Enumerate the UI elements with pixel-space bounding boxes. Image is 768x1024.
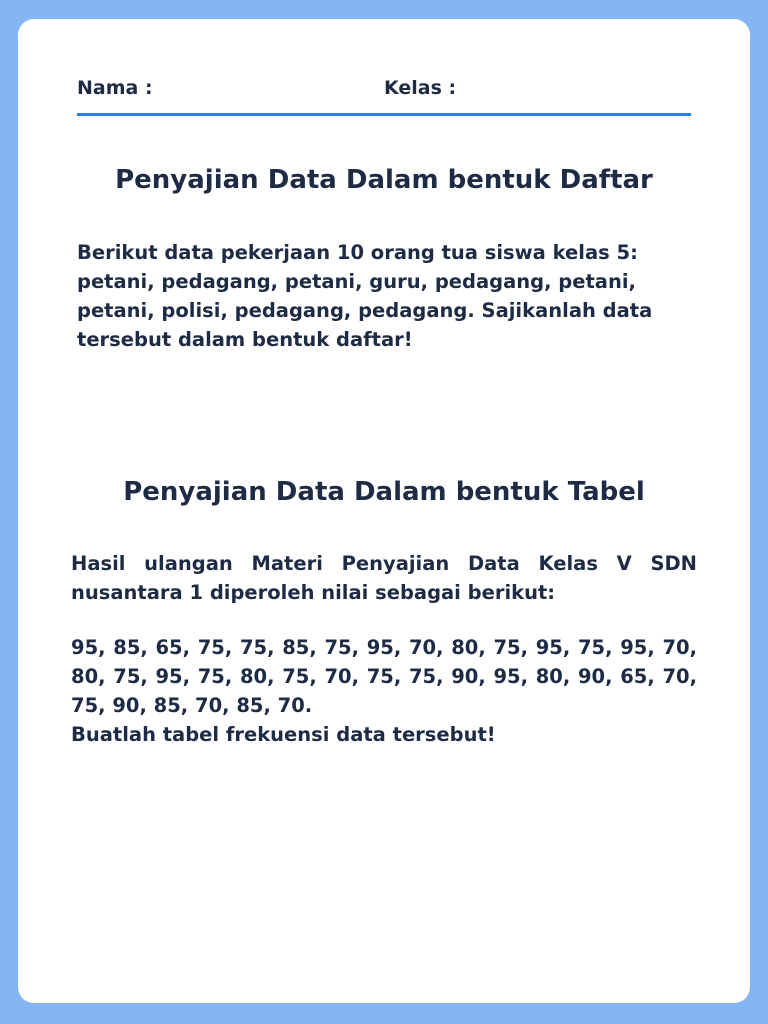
section-list-title: Penyajian Data Dalam bentuk Daftar: [115, 165, 653, 195]
section-list-question: Berikut data pekerjaan 10 orang tua siswa kelas 5: petani, pedagang, petani, guru, pedagang, petani, petani, polisi, pedagang, pedagang. Sajikanlah data tersebut dalam bentuk daftar!: [77, 241, 653, 351]
student-info-header: [77, 73, 691, 116]
section-table-intro: Hasil ulangan Materi Penyajian Data Kelas V SDN nusantara 1 diperoleh nilai sebagai berikut:: [71, 552, 697, 604]
section-table-values: 95, 85, 65, 75, 75, 85, 75, 95, 70, 80, 75, 95, 75, 95, 70, 80, 75, 95, 75, 80, 75, 70, 75, 75, 90, 95, 80, 90, 65, 70, 75, 90, 85, 70, 85, 70.: [71, 636, 697, 717]
class-label: Kelas :: [384, 77, 457, 99]
name-label: Nama :: [77, 77, 153, 99]
worksheet-page: [18, 19, 750, 1003]
section-table-instruction: Buatlah tabel frekuensi data tersebut!: [71, 723, 496, 746]
section-table-title: Penyajian Data Dalam bentuk Tabel: [123, 477, 645, 507]
